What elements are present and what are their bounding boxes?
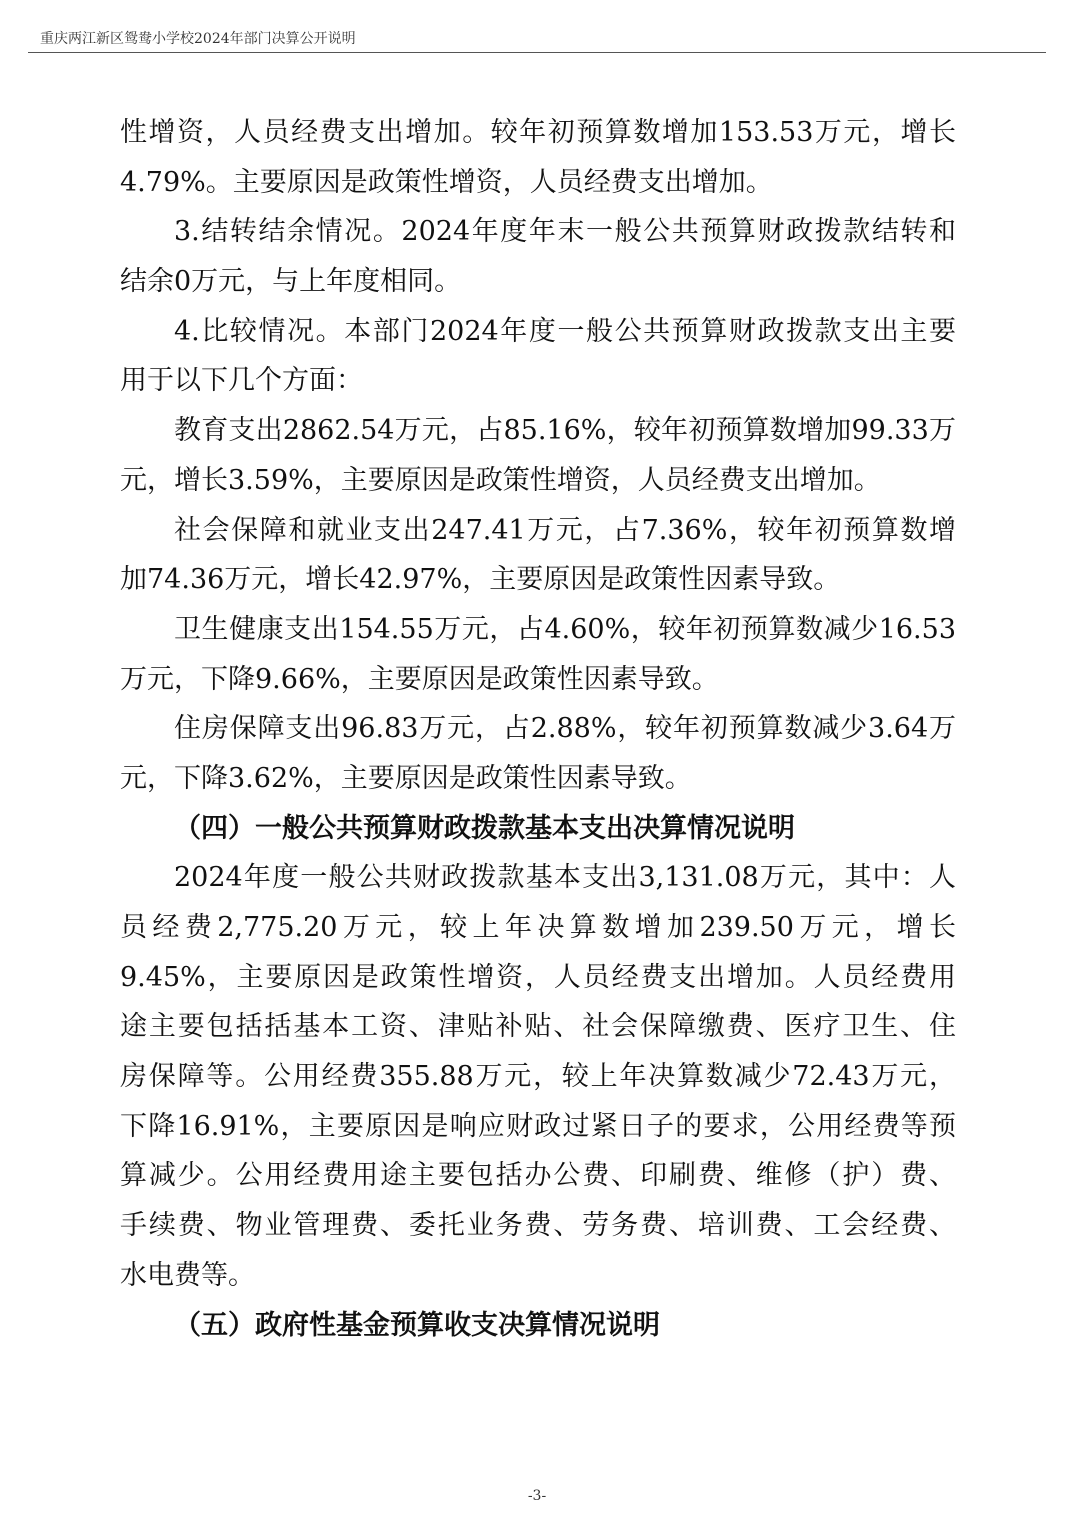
body-line: 4.比较情况。本部门2024年度一般公共预算财政拨款支出主要 xyxy=(174,315,956,347)
body-line: 途主要包括括基本工资、津贴补贴、社会保障缴费、医疗卫生、住 xyxy=(120,1011,956,1043)
running-header: 重庆两江新区鸳鸯小学校2024年部门决算公开说明 xyxy=(40,31,356,47)
body-line: 手续费、物业管理费、委托业务费、劳务费、培训费、工会经费、 xyxy=(120,1210,956,1242)
body-line: 算减少。公用经费用途主要包括办公费、印刷费、维修（护）费、 xyxy=(120,1160,956,1192)
body-line: 结余0万元，与上年度相同。 xyxy=(120,266,462,298)
page-number: -3- xyxy=(527,1488,547,1504)
body-line: 元，下降3.62%，主要原因是政策性因素导致。 xyxy=(120,762,692,794)
header-divider xyxy=(28,52,1046,53)
body-line: 房保障等。公用经费355.88万元，较上年决算数减少72.43万元， xyxy=(120,1061,956,1093)
section-heading: （五）政府性基金预算收支决算情况说明 xyxy=(174,1309,660,1341)
body-line: 元，增长3.59%，主要原因是政策性增资，人员经费支出增加。 xyxy=(120,464,881,496)
body-line: 用于以下几个方面： xyxy=(120,365,363,397)
section-heading: （四）一般公共预算财政拨款基本支出决算情况说明 xyxy=(174,812,795,844)
body-line: 卫生健康支出154.55万元，占4.60%，较年初预算数减少16.53 xyxy=(174,613,956,645)
body-line: 性增资，人员经费支出增加。较年初预算数增加153.53万元，增长 xyxy=(120,117,956,148)
body-line: 下降16.91%，主要原因是响应财政过紧日子的要求，公用经费等预 xyxy=(120,1110,956,1142)
body-line: 水电费等。 xyxy=(120,1259,255,1291)
body-line: 2024年度一般公共财政拨款基本支出3,131.08万元，其中：人 xyxy=(174,862,956,894)
body-line: 3.结转结余情况。2024年度年末一般公共预算财政拨款结转和 xyxy=(174,216,956,248)
document-body xyxy=(120,108,956,1350)
body-line: 员经费2,775.20万元，较上年决算数增加239.50万元，增长 xyxy=(120,912,956,943)
body-line: 住房保障支出96.83万元，占2.88%，较年初预算数减少3.64万 xyxy=(174,713,956,745)
body-line: 4.79%。主要原因是政策性增资，人员经费支出增加。 xyxy=(120,166,773,198)
body-line: 9.45%，主要原因是政策性增资，人员经费支出增加。人员经费用 xyxy=(120,961,956,993)
body-line: 万元，下降9.66%，主要原因是政策性因素导致。 xyxy=(120,663,719,695)
body-line: 教育支出2862.54万元，占85.16%，较年初预算数增加99.33万 xyxy=(174,415,956,447)
body-line: 加74.36万元，增长42.97%，主要原因是政策性因素导致。 xyxy=(120,564,841,596)
body-line: 社会保障和就业支出247.41万元，占7.36%，较年初预算数增 xyxy=(174,514,956,546)
